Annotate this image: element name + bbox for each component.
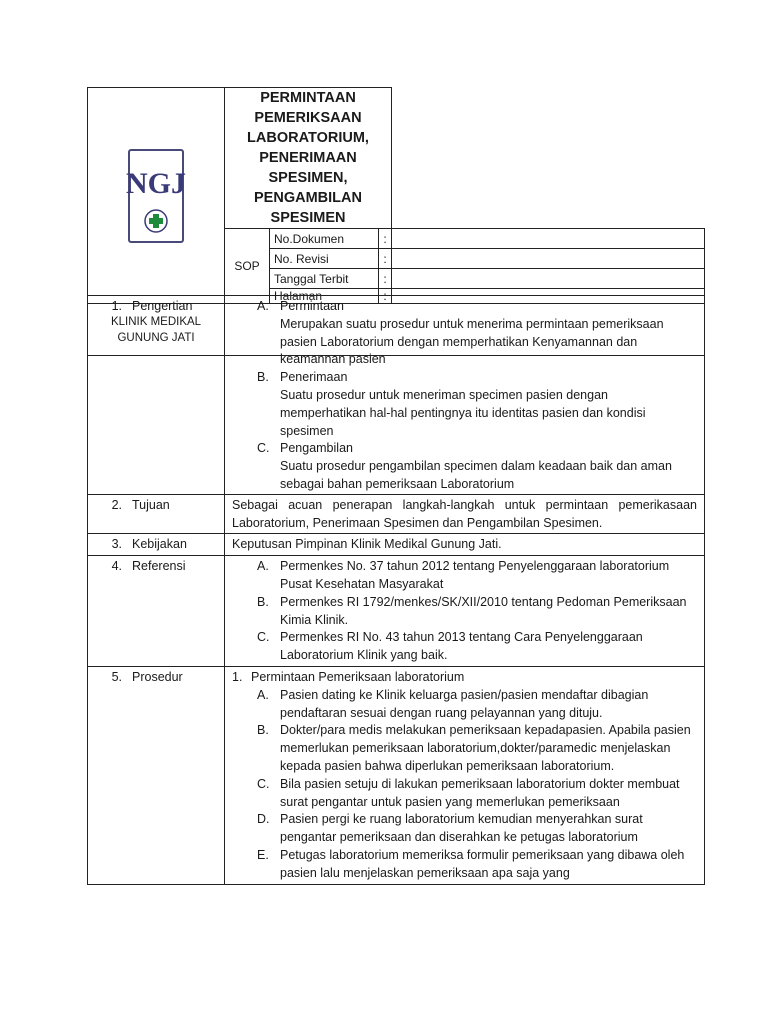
meta-label-tanggal-terbit: Tanggal Terbit [270,269,379,289]
section-label: Pengertian [132,299,193,313]
item-title: Permintaan [280,299,344,313]
list-item: D. Pasien pergi ke ruang laboratorium kemudian menyerahkan surat pengantar pemeriksaan dan diserahkan ke petugas laboratorium [225,811,704,847]
section-number: 3. [111,537,122,552]
item-text: Merupakan suatu prosedur untuk menerima permintaan pemeriksaan pasien Laboratorium dengan memperhatikan Kenyamannan dan keamannan pasien [280,316,664,367]
meta-value-no-dokumen [392,229,705,249]
svg-text:NGJ: NGJ [126,166,186,200]
section-referensi [88,556,705,667]
list-item: C. Bila pasien setuju di lakukan pemeriksaan laboratorium dokter membuat surat pengantar untuk pasien yang memerlukan pemeriksaan [225,776,704,812]
list-item: C. Pengambilan Suatu prosedur pengambilan specimen dalam keadaan baik dan aman sebagai bahan pemeriksaan Laboratorium [225,440,704,493]
list-item: A. Pasien dating ke Klinik keluarga pasien/pasien mendaftar dibagian pendaftaran sesuai dengan ruang pelayannan yang dituju. [225,687,704,723]
list-item: E. Petugas laboratorium memeriksa formulir pemeriksaan yang dibawa oleh pasien lalu menjelaskan pemeriksaan apa saja yang [225,847,704,883]
item-text: Pasien dating ke Klinik keluarga pasien/pasien mendaftar dibagian pendaftaran sesuai dengan ruang pelayannan yang dituju. [280,687,649,720]
item-text: Pasien pergi ke ruang laboratorium kemudian menyerahkan surat pengantar pemeriksaan dan diserahkan ke petugas laboratorium [280,812,643,845]
section-number: 2. [111,497,122,512]
meta-colon: : [379,229,392,249]
section-tujuan [88,494,705,534]
section-text: Sebagai acuan penerapan langkah-langkah untuk permintaan pemerikasaan Laboratorium, Penerimaan Spesimen dan Pengambilan Spesimen. [232,497,697,530]
list-item: B. Penerimaan Suatu prosedur untuk meneriman specimen pasien dengan memperhatikan hal-hal pentingnya itu identitas pasien dan kondisi spesimen [225,369,704,440]
meta-label-no-revisi: No. Revisi [270,249,379,269]
item-text: Petugas laboratorium memeriksa formulir pemeriksaan yang dibawa oleh pasien lalu menjelaskan pemeriksaan apa saja yang [280,847,685,880]
meta-value-tanggal-terbit [392,269,705,289]
document-title: PERMINTAAN PEMERIKSAAN LABORATORIUM, PENERIMAAN SPESIMEN, PENGAMBILAN SPESIMEN [225,88,392,229]
procedure-subheading: 1. Permintaan Pemeriksaan laboratorium [232,669,465,684]
list-item: B. Permenkes RI 1792/menkes/SK/XII/2010 tentang Pedoman Pemeriksaan Kimia Klinik. [225,594,704,630]
section-number: 5. [111,669,122,684]
item-text: Suatu prosedur untuk meneriman specimen pasien dengan memperhatikan hal-hal pentingnya itu identitas pasien dan kondisi spesimen [280,387,646,438]
section-label: Kebijakan [132,537,187,552]
section-number: 1. [111,299,122,313]
section-text: Keputusan Pimpinan Klinik Medikal Gunung Jati. [232,537,502,552]
section-prosedur [88,666,705,884]
clinic-name-line2: GUNUNG JATI [117,331,195,344]
section-number: 4. [111,559,122,574]
meta-colon: : [379,289,392,304]
meta-value-no-revisi [392,249,705,269]
meta-label-no-dokumen: No.Dokumen [270,229,379,249]
section-pengertian [88,296,705,495]
list-item: C. Permenkes RI No. 43 tahun 2013 tentang Cara Penyelenggaraan Laboratorium Klinik yang baik. [225,629,704,665]
sop-body-table [87,295,705,885]
item-text: Permenkes RI 1792/menkes/SK/XII/2010 tentang Pedoman Pemeriksaan Kimia Klinik. [280,594,687,627]
ngj-logo-icon [126,151,186,241]
section-label: Referensi [132,559,186,574]
sop-label: SOP [225,229,270,304]
section-label: Prosedur [132,669,183,684]
item-text: Permenkes RI No. 43 tahun 2013 tentang Cara Penyelenggaraan Laboratorium Klinik yang baik. [280,630,643,663]
clinic-logo [128,149,184,243]
logo-cell [88,88,225,304]
item-text: Suatu prosedur pengambilan specimen dalam keadaan baik dan aman sebagai bahan pemeriksaan Laboratorium [280,459,672,491]
section-kebijakan [88,534,705,556]
item-title: Pengambilan [280,441,353,456]
meta-colon: : [379,269,392,289]
list-item: A. Permenkes No. 37 tahun 2012 tentang Penyelenggaraan laboratorium Pusat Kesehatan Masyarakat [225,558,704,594]
list-item: A. Permintaan Merupakan suatu prosedur untuk menerima permintaan pemeriksaan pasien Laboratorium dengan memperhatikan Kenyamannan dan keamannan pasien [225,298,704,369]
meta-label-halaman: Halaman [270,289,379,304]
meta-colon: : [379,249,392,269]
item-text: Dokter/para medis melakukan pemeriksaan kepadapasien. Apabila pasien memerlukan pemeriksaan laboratorium,dokter/paramedic menjelaskan kepada pasien bahwa diperlukan pemeriksaan laboratorium. [280,723,691,773]
item-text: Bila pasien setuju di lakukan pemeriksaan laboratorium dokter membuat surat pengantar untuk pasien yang memerlukan pemeriksaan [280,776,680,809]
clinic-name-line1: KLINIK MEDIKAL [110,315,202,328]
item-text: Permenkes No. 37 tahun 2012 tentang Penyelenggaraan laboratorium Pusat Kesehatan Masyarakat [280,559,670,591]
item-title: Penerimaan [280,370,348,385]
list-item: B. Dokter/para medis melakukan pemeriksaan kepadapasien. Apabila pasien memerlukan pemeriksaan laboratorium,dokter/paramedic menjelaskan kepada pasien bahwa diperlukan pemeriksaan laboratorium. [225,722,704,775]
section-label: Tujuan [132,497,170,512]
